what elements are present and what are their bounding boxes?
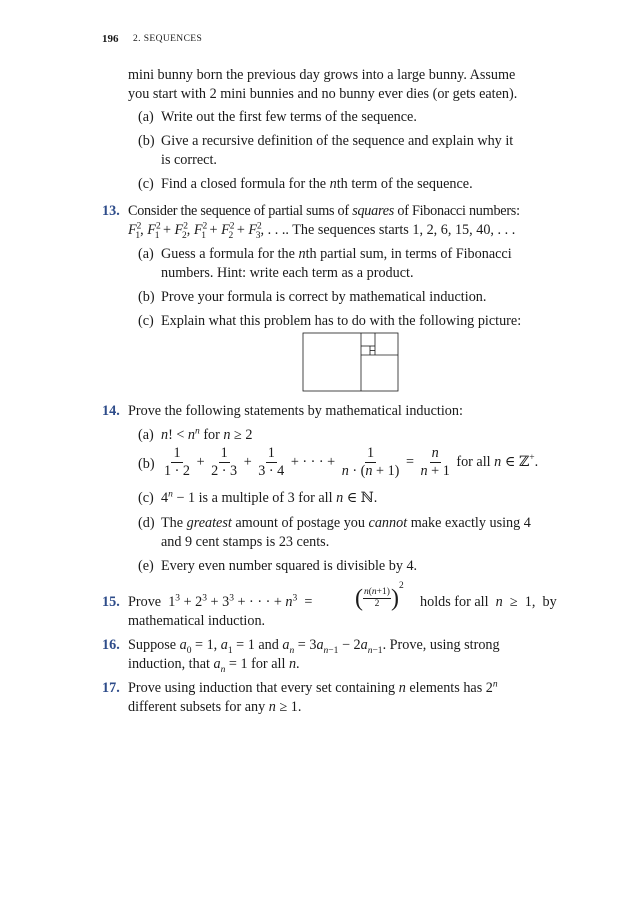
p16-line-1: Suppose $a_0 = 1$, $a_1 = 1$ and $a_n = 3a_{n-1} - 2a_{n-1}$. Prove, using strong: [128, 637, 500, 656]
item-text: Find a closed formula for the nth term of the sequence.: [161, 176, 473, 192]
p13-line-1: Consider the sequence of partial sums of squares of Fibonacci numbers:: [128, 203, 520, 219]
item-label: (c): [138, 490, 154, 506]
item-label: (e): [138, 558, 154, 574]
item-label: (b): [138, 133, 155, 149]
item-label: (c): [138, 313, 154, 329]
outer-rectangle: [303, 333, 398, 391]
problem-number-15: 15.: [102, 594, 120, 610]
item-label: (a): [138, 246, 154, 262]
item-label: (a): [138, 109, 154, 125]
problem-number-14: 14.: [102, 403, 120, 419]
p13a-line-2: numbers. Hint: write each term as a product.: [161, 265, 414, 281]
p14-intro: Prove the following statements by mathematical induction:: [128, 403, 463, 419]
p16-line-2: induction, that $a_n = 1$ for all n.: [128, 656, 300, 675]
problem-number-16: 16.: [102, 637, 120, 653]
page-number: 196: [102, 33, 119, 45]
p13-line-2: $F^2_1$, $F^2_1 + F^2_2$, $F^2_1 + F^2_2 + F^2_3$, . . .. The sequences starts 1, 2, 6, 15, 40, . . .: [128, 221, 516, 241]
p13a-line-1: Guess a formula for the nth partial sum, in terms of Fibonacci: [161, 246, 512, 262]
p15-line-1b: holds for all n ≥ 1, by: [420, 594, 557, 610]
intro-line-1: mini bunny born the previous day grows into a large bunny. Assume: [128, 67, 516, 83]
item-label: (c): [138, 176, 154, 192]
item-label: (b): [138, 456, 155, 472]
p17-line-2: different subsets for any n ≥ 1.: [128, 699, 302, 715]
p13b-text: Prove your formula is correct by mathematical induction.: [161, 289, 487, 305]
item-label: (a): [138, 427, 154, 443]
p14b-formula: $\frac{1}{1 \cdot 2}$ + $\frac{1}{2 \cdot 3}$ + $\frac{1}{3 \cdot 4}$ + · · · + $\frac{1}{n \cdot (n + 1)}$ = $\frac{n}{n + 1}$ for all n ∈ ℤ+.: [164, 445, 539, 479]
p15-line-1a: Prove $1^3 + 2^3 + 3^3$ + · · · + $n^3$ =: [128, 593, 313, 610]
item-text: Give a recursive definition of the sequence and explain why it: [161, 133, 514, 149]
p14d-line-2: and 9 cent stamps is 23 cents.: [161, 534, 330, 550]
item-label: (b): [138, 289, 155, 305]
p14d-line-1: The greatest amount of postage you cannot make exactly using 4: [161, 515, 531, 531]
problem-number-13: 13.: [102, 203, 120, 219]
p17-line-1: Prove using induction that every set containing n elements has 2$^n$: [128, 679, 498, 696]
problem-number-17: 17.: [102, 680, 120, 696]
item-text: Write out the first few terms of the sequence.: [161, 109, 417, 125]
p14e-text: Every even number squared is divisible by 4.: [161, 558, 418, 574]
p15-formula: ( $\frac{n(n+1)}{2}$ )$^2$: [355, 581, 404, 612]
item-label: (d): [138, 515, 155, 531]
running-header: 2. SEQUENCES: [133, 34, 203, 44]
p15-line-2: mathematical induction.: [128, 613, 266, 629]
p13c-text: Explain what this problem has to do with the following picture:: [161, 313, 522, 329]
fibonacci-rectangle-figure: [302, 332, 400, 392]
intro-line-2: you start with 2 mini bunnies and no bunny ever dies (or gets eaten).: [128, 86, 518, 102]
item-text-cont: is correct.: [161, 152, 217, 168]
p14a-text: n! < $n^n$ for n ≥ 2: [161, 426, 253, 443]
p14c-text: $4^n - 1$ is a multiple of 3 for all n ∈ ℕ.: [161, 489, 378, 506]
